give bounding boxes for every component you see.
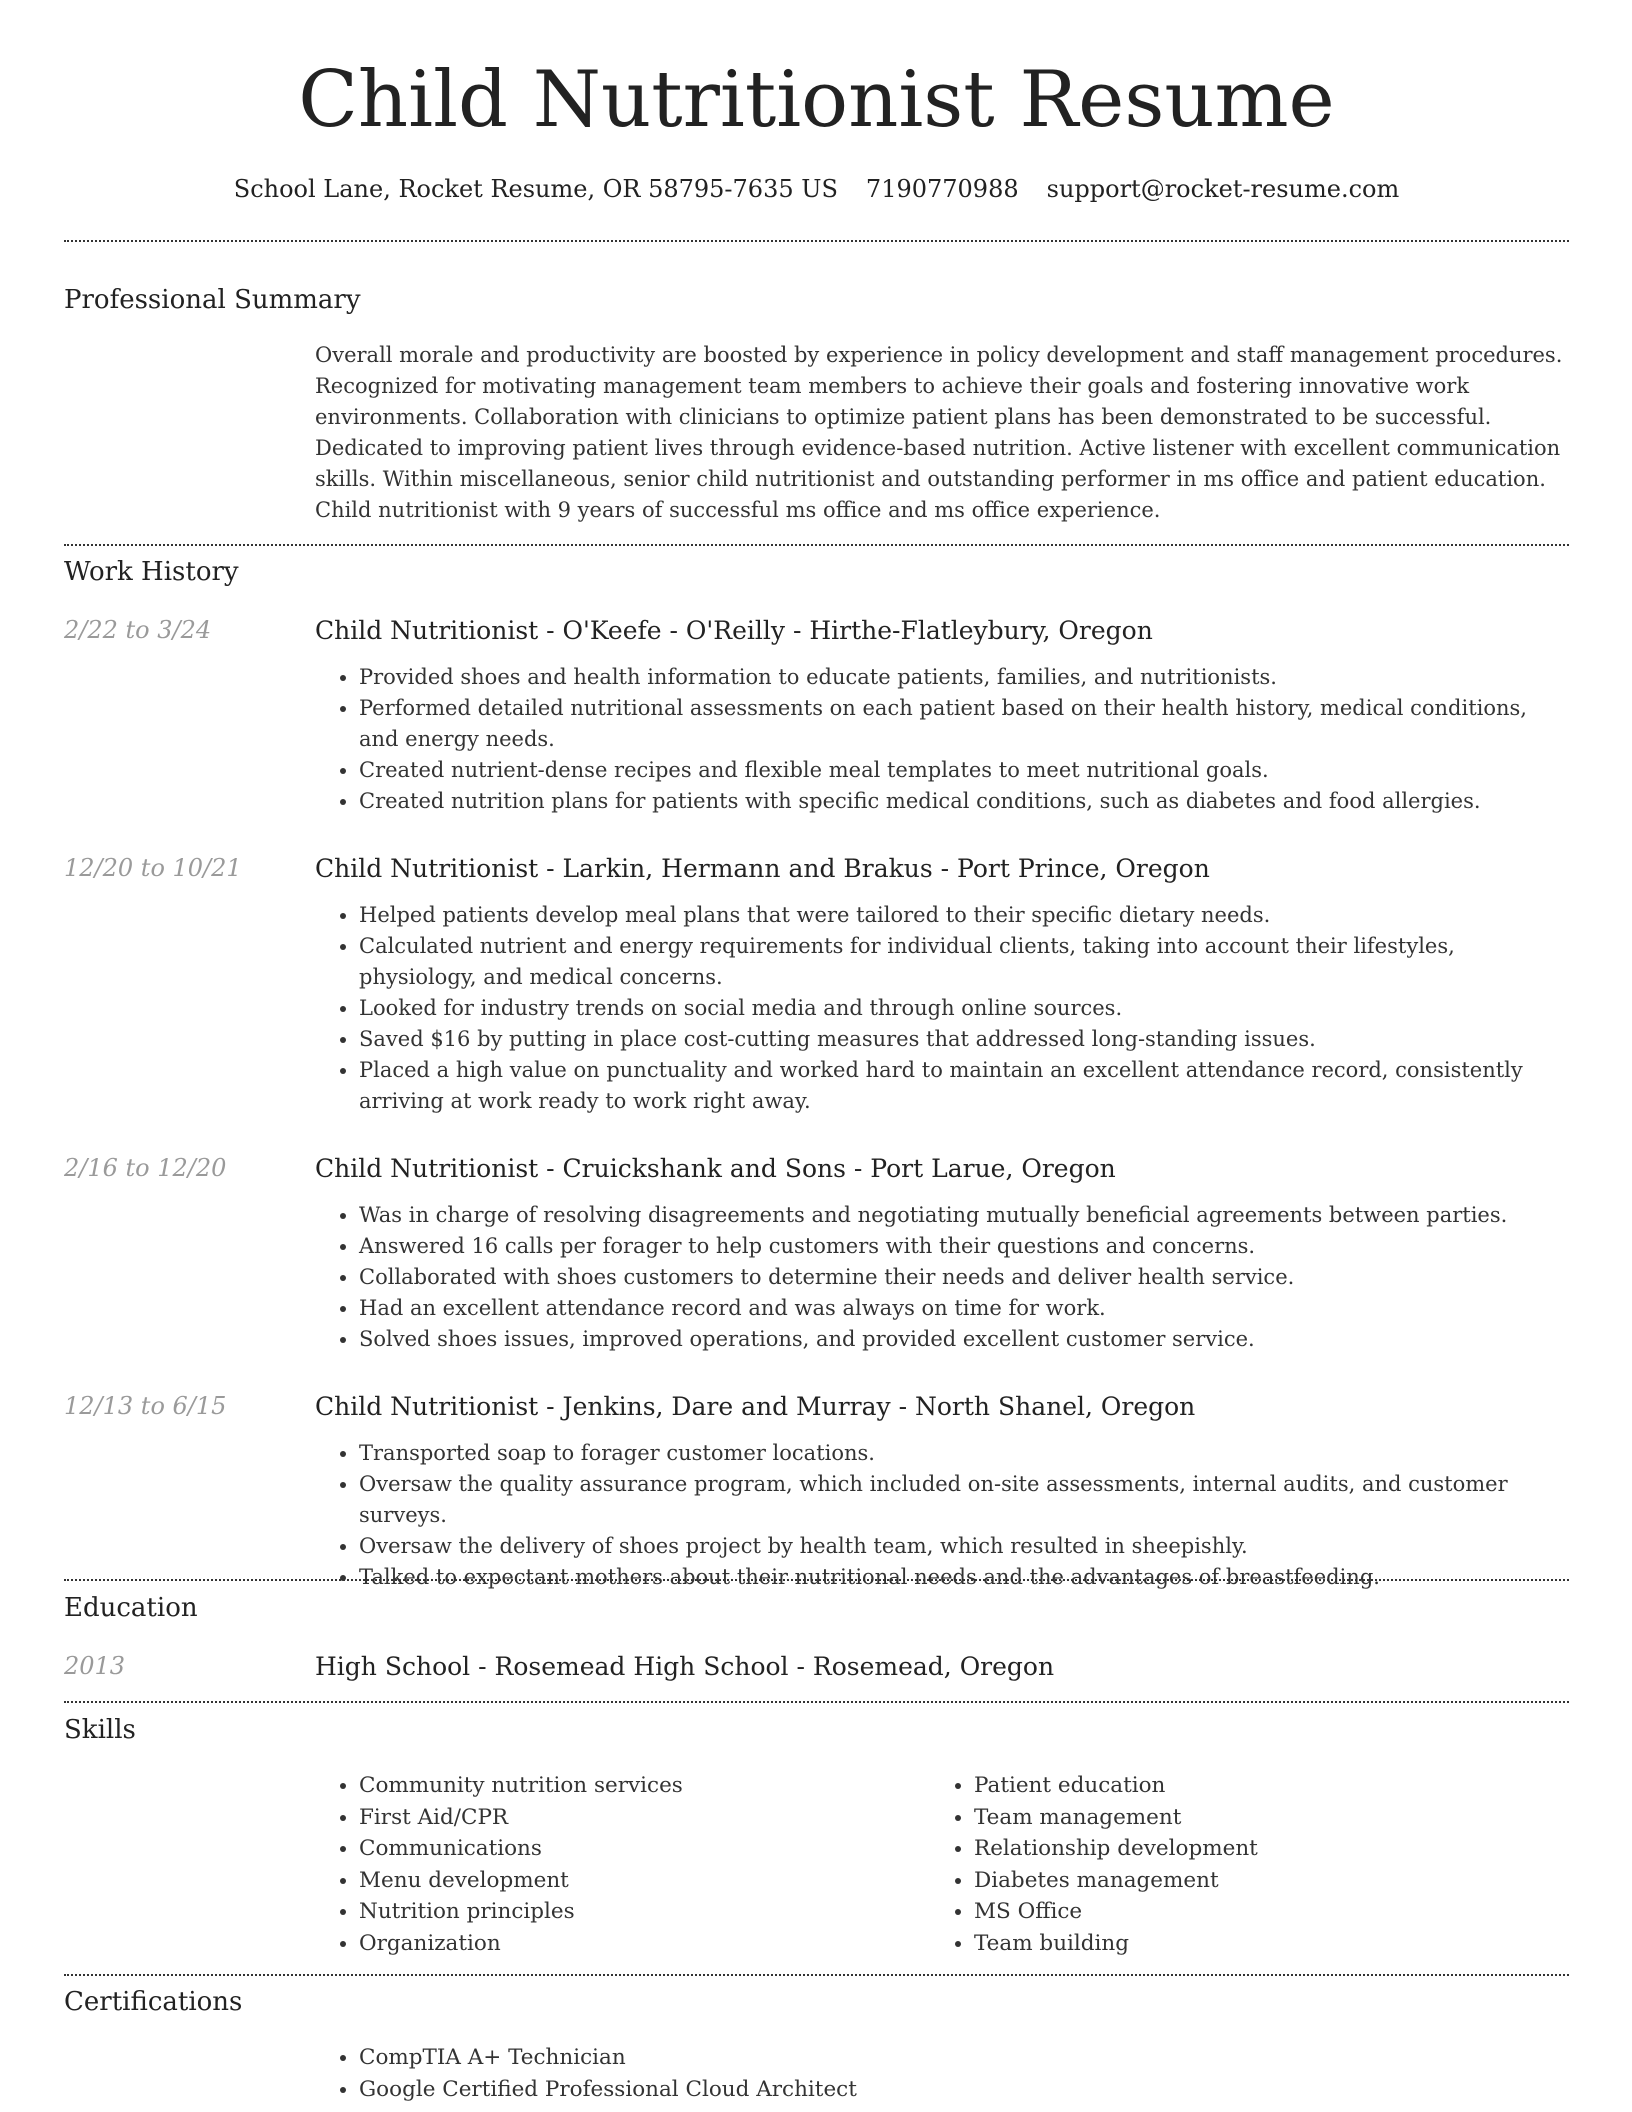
education-year: 2013 — [64, 1652, 126, 1680]
section-heading-summary: Professional Summary — [64, 285, 361, 315]
contact-address: School Lane, Rocket Resume, OR 58795-7635 US — [233, 175, 838, 203]
job-title: Child Nutritionist - Jenkins, Dare and Murray - North Shanel, Oregon — [315, 1392, 1196, 1421]
job-entry — [315, 852, 1569, 1117]
list-item: • Organization — [359, 1928, 915, 1960]
education-title: High School - Rosemead High School - Rosemead, Oregon — [315, 1652, 1055, 1681]
job-dates: 12/20 to 10/21 — [64, 854, 242, 882]
list-item: • Talked to expectant mothers about their nutritional needs and the advantages of breastfeeding. — [359, 1562, 1569, 1593]
list-item: • Solved shoes issues, improved operations, and provided excellent customer service. — [359, 1324, 1569, 1355]
list-item: • Looked for industry trends on social media and through online sources. — [359, 993, 1569, 1024]
section-heading-work: Work History — [64, 557, 239, 587]
divider — [64, 240, 1569, 242]
list-item: • Calculated nutrient and energy requirements for individual clients, taking into account their lifestyles, physiology, and medical concerns. — [359, 931, 1569, 993]
list-item: • Was in charge of resolving disagreements and negotiating mutually beneficial agreements between parties. — [359, 1200, 1569, 1231]
list-item: • Created nutrient-dense recipes and flexible meal templates to meet nutritional goals. — [359, 755, 1569, 786]
education-entry — [315, 1650, 1569, 1684]
skills-column-right — [930, 1770, 1530, 1959]
skills-column-left — [315, 1770, 915, 1959]
summary-block — [315, 340, 1569, 526]
list-item: • Collaborated with shoes customers to determine their needs and deliver health service. — [359, 1262, 1569, 1293]
divider — [64, 544, 1569, 546]
section-heading-certifications: Certifications — [64, 1987, 243, 2017]
list-item: • Community nutrition services — [359, 1770, 915, 1802]
skills-left-list — [315, 1770, 915, 1959]
contact-email: support@rocket-resume.com — [1046, 175, 1400, 203]
list-item: • Transported soap to forager customer locations. — [359, 1438, 1569, 1469]
divider — [64, 1974, 1569, 1976]
job-bullets — [315, 662, 1569, 817]
job-title: Child Nutritionist - Cruickshank and Sons - Port Larue, Oregon — [315, 1154, 1116, 1183]
list-item: • Answered 16 calls per forager to help customers with their questions and concerns. — [359, 1231, 1569, 1262]
job-entry — [315, 614, 1569, 817]
list-item: • Performed detailed nutritional assessments on each patient based on their health history, medical conditions, and energy needs. — [359, 693, 1569, 755]
list-item: • First Aid/CPR — [359, 1802, 915, 1834]
job-bullets — [315, 900, 1569, 1117]
list-item: • Menu development — [359, 1865, 915, 1897]
certifications-items — [315, 2042, 1569, 2105]
job-bullets — [315, 1200, 1569, 1355]
list-item: • Nutrition principles — [359, 1896, 915, 1928]
divider — [64, 1701, 1569, 1703]
job-title: Child Nutritionist - Larkin, Hermann and Brakus - Port Prince, Oregon — [315, 854, 1210, 883]
list-item: • Provided shoes and health information to educate patients, families, and nutritionists. — [359, 662, 1569, 693]
list-item: • Oversaw the delivery of shoes project by health team, which resulted in sheepishly. — [359, 1531, 1569, 1562]
job-dates: 2/22 to 3/24 — [64, 616, 212, 644]
list-item: • CompTIA A+ Technician — [359, 2042, 1569, 2074]
job-entry — [315, 1152, 1569, 1355]
list-item: • MS Office — [974, 1896, 1530, 1928]
divider — [64, 1579, 1569, 1581]
skills-right-list — [930, 1770, 1530, 1959]
job-title: Child Nutritionist - O'Keefe - O'Reilly - Hirthe-Flatleybury, Oregon — [315, 616, 1153, 645]
resume-title: Child Nutritionist Resume — [298, 55, 1335, 145]
list-item: • Google Certified Professional Cloud Architect — [359, 2074, 1569, 2106]
list-item: • Oversaw the quality assurance program, which included on-site assessments, internal audits, and customer surveys. — [359, 1469, 1569, 1531]
list-item: • Had an excellent attendance record and was always on time for work. — [359, 1293, 1569, 1324]
job-entry — [315, 1390, 1569, 1593]
certifications-column — [315, 2042, 1569, 2105]
list-item: • Saved $16 by putting in place cost-cutting measures that addressed long-standing issues. — [359, 1024, 1569, 1055]
section-heading-skills: Skills — [64, 1715, 136, 1745]
list-item: • Diabetes management — [974, 1865, 1530, 1897]
list-item: • Team management — [974, 1802, 1530, 1834]
list-item: • Team building — [974, 1928, 1530, 1960]
list-item: • Placed a high value on punctuality and worked hard to maintain an excellent attendance record, consistently arriving at work ready to work right away. — [359, 1055, 1569, 1117]
list-item: • Relationship development — [974, 1833, 1530, 1865]
job-bullets — [315, 1438, 1569, 1593]
list-item: • Patient education — [974, 1770, 1530, 1802]
contact-phone: 7190770988 — [865, 175, 1019, 203]
list-item: • Created nutrition plans for patients with specific medical conditions, such as diabetes and food allergies. — [359, 786, 1569, 817]
job-dates: 2/16 to 12/20 — [64, 1154, 227, 1182]
job-dates: 12/13 to 6/15 — [64, 1392, 227, 1420]
section-heading-education: Education — [64, 1593, 198, 1623]
list-item: • Helped patients develop meal plans that were tailored to their specific dietary needs. — [359, 900, 1569, 931]
summary-text: Overall morale and productivity are boosted by experience in policy development and staff management procedures. Recognized for motivating management team members to achieve their goals and fostering innovative work environments. Collaboration with clinicians to optimize patient plans has been demonstrated to be successful. Dedicated to improving patient lives through evidence-based nutrition. Active listener with excellent communication skills. Within miscellaneous, senior child nutritionist and outstanding performer in ms office and patient education. Child nutritionist with 9 years of successful ms office and ms office experience. — [315, 343, 1563, 522]
contact-line — [64, 169, 1569, 209]
list-item: • Communications — [359, 1833, 915, 1865]
